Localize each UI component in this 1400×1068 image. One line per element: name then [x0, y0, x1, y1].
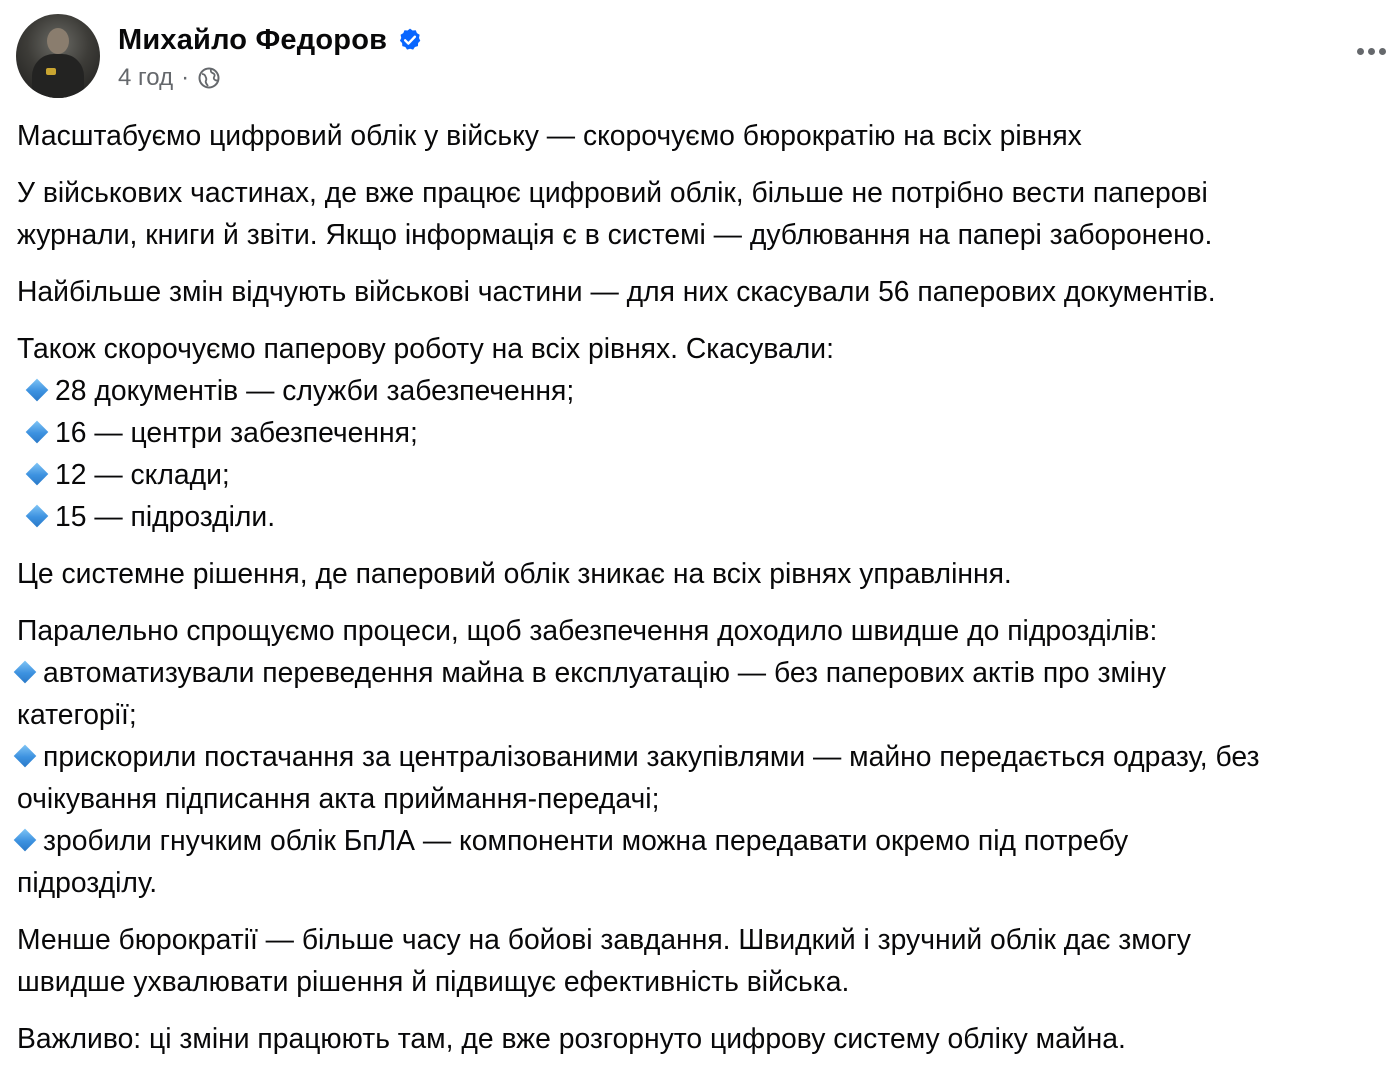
- post-time[interactable]: 4 год: [118, 64, 174, 91]
- globe-icon[interactable]: [197, 66, 221, 90]
- post-paragraph: [17, 918, 1389, 1002]
- list-item: [17, 453, 1389, 495]
- post-time-row: [118, 64, 423, 92]
- list-item-continuation: підрозділу.: [17, 866, 158, 898]
- post-paragraph: [17, 327, 1389, 537]
- text-line: швидше ухвалювати рішення й підвищує ефективність війська.: [17, 965, 850, 997]
- list-item-text: 28 документів — служби забезпечення;: [55, 374, 575, 406]
- separator-dot: ·: [181, 64, 190, 91]
- post-header: [16, 14, 423, 98]
- blue-diamond-icon: [26, 421, 49, 444]
- avatar-body: [32, 54, 84, 98]
- list-item: [17, 651, 1389, 693]
- name-row: [118, 20, 423, 60]
- list-intro: Також скорочуємо паперову роботу на всіх рівнях. Скасували:: [17, 332, 834, 364]
- blue-diamond-icon: [14, 745, 37, 768]
- avatar-head: [47, 28, 69, 54]
- post-paragraph: [17, 609, 1389, 903]
- text-line: Менше бюрократії — більше часу на бойові завдання. Швидкий і зручний облік дає змогу: [17, 923, 1191, 955]
- verified-badge-icon: [397, 27, 423, 53]
- list-intro: Паралельно спрощуємо процеси, щоб забезпечення доходило швидше до підрозділів:: [17, 614, 1158, 646]
- text-line: У військових частинах, де вже працює цифровий облік, більше не потрібно вести паперові: [17, 176, 1208, 208]
- list-item-text: прискорили постачання за централізованими закупівлями — майно передається одразу, без: [43, 740, 1260, 772]
- blue-diamond-icon: [26, 505, 49, 528]
- list-item-text: 15 — підрозділи.: [55, 500, 276, 532]
- author-meta: [118, 20, 423, 92]
- blue-diamond-icon: [14, 661, 37, 684]
- list-item-continuation: категорії;: [17, 698, 137, 730]
- list-item: [17, 411, 1389, 453]
- list-item: [17, 495, 1389, 537]
- more-options-icon[interactable]: [1348, 34, 1394, 68]
- list-item: [17, 819, 1389, 861]
- post-paragraph: Важливо: ці зміни працюють там, де вже розгорнуто цифрову систему обліку майна.: [17, 1022, 1126, 1054]
- blue-diamond-icon: [14, 829, 37, 852]
- post-paragraph: Це системне рішення, де паперовий облік зникає на всіх рівнях управління.: [17, 557, 1012, 589]
- post-paragraph: [17, 171, 1389, 255]
- avatar-patch: [46, 68, 56, 75]
- post-paragraph: Масштабуємо цифровий облік у війську — скорочуємо бюрократію на всіх рівнях: [17, 119, 1082, 151]
- list-item-continuation: очікування підписання акта приймання-передачі;: [17, 782, 660, 814]
- list-item-text: 12 — склади;: [55, 458, 230, 490]
- list-item-text: автоматизували переведення майна в експлуатацію — без паперових актів про зміну: [43, 656, 1166, 688]
- list-item: [17, 369, 1389, 411]
- list-item-text: зробили гнучким облік БпЛА — компоненти можна передавати окремо під потребу: [43, 824, 1129, 856]
- blue-diamond-icon: [26, 379, 49, 402]
- text-line: журнали, книги й звіти. Якщо інформація є в системі — дублювання на папері заборонено.: [17, 218, 1213, 250]
- blue-diamond-icon: [26, 463, 49, 486]
- avatar[interactable]: [16, 14, 100, 98]
- post-body: [17, 114, 1389, 1059]
- post-paragraph: Найбільше змін відчують військові частини — для них скасували 56 паперових документів.: [17, 275, 1216, 307]
- list-item-text: 16 — центри забезпечення;: [55, 416, 418, 448]
- author-name[interactable]: Михайло Федоров: [118, 23, 388, 56]
- list-item: [17, 735, 1389, 777]
